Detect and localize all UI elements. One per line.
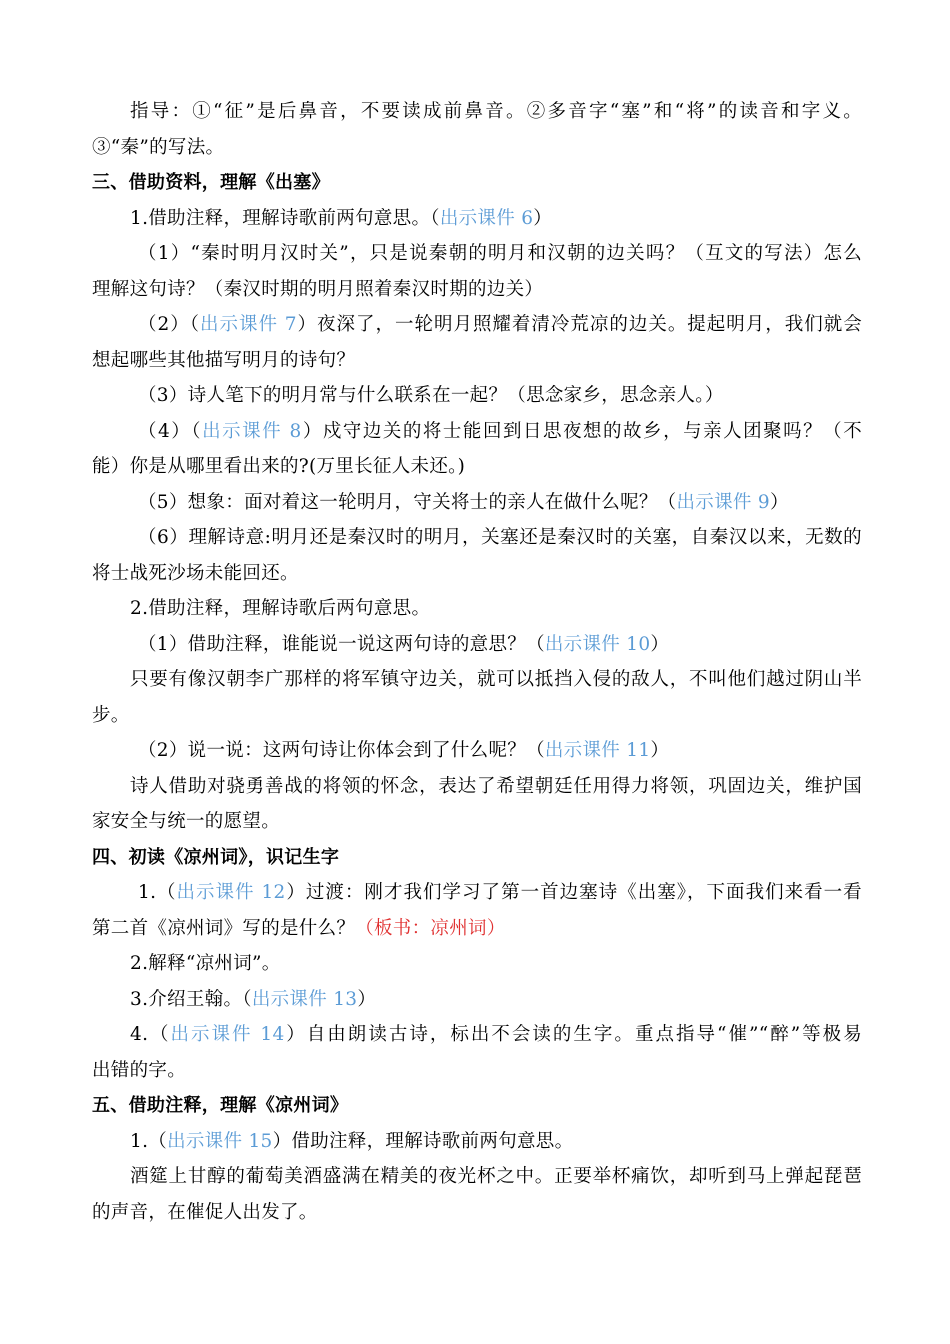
question-3 <box>138 383 862 409</box>
step-4-4-line-2 <box>92 1058 862 1084</box>
answer-8-line-1 <box>130 774 862 800</box>
blackboard-note: （板书：凉州词） <box>355 918 506 939</box>
courseware-ref: 出示课件 9 <box>676 492 770 513</box>
paragraph-text: 家安全与统一的愿望。 <box>92 811 281 832</box>
paragraph-text: 步。 <box>92 705 130 726</box>
courseware-ref: 出示课件 12 <box>176 882 286 903</box>
question-6-line-1 <box>138 525 862 551</box>
paragraph-text: 2.解释“凉州词”。 <box>130 953 281 974</box>
paragraph-text: （4）（ <box>138 421 203 442</box>
paragraph-text: 出错的字。 <box>92 1060 187 1081</box>
paragraph-text: ） <box>769 492 789 513</box>
section-heading-5: 五、借助注释，理解《凉州词》 <box>92 1095 349 1116</box>
paragraph-text: 将士战死沙场未能回还。 <box>92 563 299 584</box>
paragraph-text: 酒筵上甘醇的葡萄美酒盛满在精美的夜光杯之中。正要举杯痛饮，却听到马上弹起琵琶 <box>130 1166 862 1187</box>
paragraph-text: （2）（ <box>138 314 200 335</box>
paragraph-text: 1.（ <box>138 882 177 903</box>
paragraph-text: ）自由朗读古诗，标出不会读的生字。重点指导“催”“醉”等极易 <box>284 1024 862 1045</box>
paragraph-text: 2.借助注释，理解诗歌后两句意思。 <box>130 598 431 619</box>
paragraph-text: 1.借助注释，理解诗歌前两句意思。（ <box>130 208 440 229</box>
paragraph-text: 指导：①“征”是后鼻音，不要读成前鼻音。②多音字“塞”和“将”的读音和字义。 <box>130 101 862 122</box>
paragraph-text: 1.（ <box>130 1131 168 1152</box>
question-4-line-2 <box>92 454 862 480</box>
paragraph-text: ） <box>357 989 377 1010</box>
question-2-line-2 <box>92 348 862 374</box>
step-3-1 <box>130 206 862 232</box>
paragraph-text: 第二首《凉州词》写的是什么？ <box>92 918 356 939</box>
courseware-ref: 出示课件 15 <box>167 1131 273 1152</box>
paragraph-text: 3.介绍王翰。（ <box>130 989 252 1010</box>
step-4-3 <box>130 987 862 1013</box>
question-8 <box>138 738 862 764</box>
answer-8-line-2 <box>92 809 862 835</box>
paragraph-text: （1）借助注释，谁能说一说这两句诗的意思？（ <box>138 634 545 655</box>
answer-9-line-2 <box>92 1200 862 1226</box>
paragraph-text: ） <box>650 740 670 761</box>
guidance-line-2 <box>92 135 862 161</box>
step-4-1-line-2 <box>92 916 862 942</box>
question-5 <box>138 490 862 516</box>
step-4-4-line-1 <box>130 1022 862 1048</box>
paragraph-text: 能）你是从哪里看出来的?(万里长征人未还。) <box>92 456 466 477</box>
question-7 <box>138 632 862 658</box>
paragraph-text: ） <box>533 208 553 229</box>
answer-7-line-2 <box>92 703 862 729</box>
courseware-ref: 出示课件 14 <box>170 1024 285 1045</box>
paragraph-text: ）戍守边关的将士能回到日思夜想的故乡，与亲人团聚吗？（不 <box>301 421 862 442</box>
paragraph-text: ③“秦”的写法。 <box>92 137 225 158</box>
paragraph-text: ） <box>650 634 670 655</box>
step-4-1-line-1 <box>138 880 862 906</box>
section-heading-3: 三、借助资料，理解《出塞》 <box>92 172 330 193</box>
step-5-1 <box>130 1129 862 1155</box>
courseware-ref: 出示课件 8 <box>202 421 302 442</box>
courseware-ref: 出示课件 10 <box>544 634 651 655</box>
courseware-ref: 出示课件 13 <box>251 989 358 1010</box>
paragraph-text: ）过渡：刚才我们学习了第一首边塞诗《出塞》，下面我们来看一看 <box>285 882 862 903</box>
answer-7-line-1 <box>130 667 862 693</box>
step-3-2 <box>130 596 862 622</box>
guidance-line-1 <box>130 99 862 125</box>
paragraph-text: （5）想象：面对着这一轮明月，守关将士的亲人在做什么呢？（ <box>138 492 677 513</box>
question-1-line-2 <box>92 277 862 303</box>
paragraph-text: （3）诗人笔下的明月常与什么联系在一起？（思念家乡，思念亲人。） <box>138 385 724 406</box>
paragraph-text: 4.（ <box>130 1024 171 1045</box>
paragraph-text: ）夜深了，一轮明月照耀着清冷荒凉的边关。提起明月，我们就会 <box>296 314 863 335</box>
paragraph-text: （1）“秦时明月汉时关”，只是说秦朝的明月和汉朝的边关吗？（互文的写法）怎么 <box>138 243 862 264</box>
paragraph-text: （6）理解诗意:明月还是秦汉时的明月，关塞还是秦汉时的关塞，自秦汉以来，无数的 <box>138 527 862 548</box>
paragraph-text: 只要有像汉朝李广那样的将军镇守边关，就可以抵挡入侵的敌人，不叫他们越过阴山半 <box>130 669 862 690</box>
step-4-2 <box>130 951 862 977</box>
question-1-line-1 <box>138 241 862 267</box>
question-4-line-1 <box>138 419 862 445</box>
courseware-ref: 出示课件 11 <box>544 740 651 761</box>
courseware-ref: 出示课件 6 <box>439 208 534 229</box>
answer-9-line-1 <box>130 1164 862 1190</box>
section-heading-4: 四、初读《凉州词》，识记生字 <box>92 847 340 868</box>
question-2-line-1 <box>138 312 862 338</box>
courseware-ref: 出示课件 7 <box>199 314 297 335</box>
paragraph-text: 理解这句诗？（秦汉时期的明月照着秦汉时期的边关） <box>92 279 544 300</box>
paragraph-text: 的声音，在催促人出发了。 <box>92 1202 318 1223</box>
paragraph-text: 想起哪些其他描写明月的诗句？ <box>92 350 356 371</box>
paragraph-text: 诗人借助对骁勇善战的将领的怀念，表达了希望朝廷任用得力将领，巩固边关，维护国 <box>130 776 862 797</box>
paragraph-text: （2）说一说：这两句诗让你体会到了什么呢？（ <box>138 740 545 761</box>
question-6-line-2 <box>92 561 862 587</box>
paragraph-text: ）借助注释，理解诗歌前两句意思。 <box>272 1131 574 1152</box>
